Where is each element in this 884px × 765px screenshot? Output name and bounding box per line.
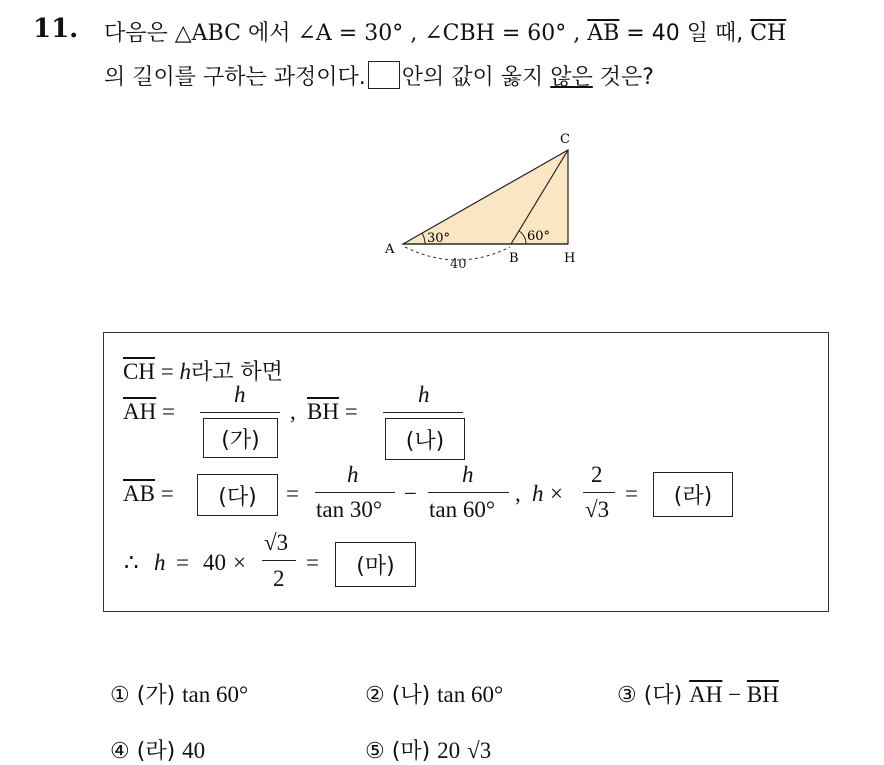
question-line-1 bbox=[104, 16, 786, 47]
option-tag: (라) bbox=[136, 739, 176, 764]
option-5[interactable] bbox=[365, 734, 491, 765]
triangle-figure bbox=[370, 125, 600, 275]
denominator-tan60: tan 60° bbox=[429, 497, 496, 522]
segment-ch: $\overline{CH}$ bbox=[750, 21, 787, 46]
option-tag: (나) bbox=[391, 683, 431, 708]
question-text: 다음은 bbox=[104, 21, 175, 46]
angle-a-condition: ∠A = 30° bbox=[297, 21, 404, 46]
blank-ga: (가) bbox=[203, 418, 278, 458]
ab-label bbox=[123, 481, 174, 507]
fraction-line bbox=[262, 560, 296, 561]
option-value: tan 60° bbox=[182, 682, 249, 707]
numerator-h: h bbox=[347, 462, 359, 487]
equals: = bbox=[176, 550, 189, 575]
blank-box-icon bbox=[368, 61, 400, 89]
equals: = bbox=[344, 399, 358, 424]
blank-ra: (라) bbox=[653, 472, 733, 517]
equals: = bbox=[625, 481, 638, 506]
segment-ah: $\overline{AH}$ bbox=[123, 399, 157, 424]
distance-label: 40 bbox=[450, 257, 467, 272]
fraction-line bbox=[200, 412, 280, 413]
comma: , bbox=[290, 399, 296, 424]
var-h: h bbox=[179, 359, 191, 384]
option-value: 40 bbox=[182, 738, 206, 763]
segment-bh: $\overline{BH}$ bbox=[307, 399, 339, 424]
question-line-2 bbox=[104, 60, 654, 91]
numerator-h: h bbox=[234, 382, 246, 407]
vertex-b-label: B bbox=[509, 251, 519, 266]
vertex-h-label: H bbox=[564, 251, 576, 266]
value-40: 40 bbox=[203, 550, 226, 575]
question-text: 안의 값이 옳지 bbox=[401, 65, 551, 90]
blank-ma: (마) bbox=[335, 542, 416, 587]
numerator-h: h bbox=[418, 382, 430, 407]
segment-bh: $\overline{BH}$ bbox=[746, 682, 779, 707]
equals: = bbox=[160, 481, 174, 506]
ab-condition: = 40 일 때, bbox=[619, 21, 751, 46]
option-number: ③ bbox=[617, 683, 637, 708]
question-text: 의 길이를 구하는 과정이다. bbox=[104, 65, 366, 90]
denominator-2: 2 bbox=[273, 566, 285, 591]
blank-da: (다) bbox=[197, 474, 278, 516]
numerator-sqrt3: √3 bbox=[264, 530, 289, 555]
segment-ab: $\overline{AB}$ bbox=[587, 21, 620, 46]
segment-ch: $\overline{CH}$ bbox=[123, 359, 155, 384]
times: × bbox=[550, 481, 563, 506]
vertex-c-label: C bbox=[560, 132, 570, 147]
segment-ab: $\overline{AB}$ bbox=[123, 481, 155, 506]
equals: = bbox=[154, 359, 180, 384]
box-line-1 bbox=[123, 355, 283, 386]
numerator-2: 2 bbox=[591, 462, 603, 487]
var-h: h bbox=[154, 550, 166, 575]
option-root: √3 bbox=[467, 738, 492, 763]
triangle-label: △ABC bbox=[174, 21, 241, 46]
option-1[interactable] bbox=[110, 678, 248, 709]
option-number: ⑤ bbox=[365, 739, 385, 764]
option-number: ① bbox=[110, 683, 130, 708]
option-tag: (마) bbox=[391, 739, 431, 764]
therefore-sign: ∴ bbox=[124, 550, 139, 575]
denominator-sqrt3: √3 bbox=[585, 497, 610, 522]
ah-label bbox=[123, 399, 175, 425]
option-value: 20 bbox=[437, 738, 461, 763]
angle-60-label: 60° bbox=[527, 229, 551, 244]
separator: , bbox=[403, 21, 425, 46]
times: × bbox=[233, 550, 246, 575]
minus: − bbox=[722, 682, 747, 707]
vertex-a-label: A bbox=[385, 242, 395, 257]
equals: = bbox=[306, 550, 319, 575]
option-2[interactable] bbox=[365, 678, 503, 709]
question-number: 11. bbox=[33, 14, 79, 44]
option-value: tan 60° bbox=[437, 682, 504, 707]
box-text: 라고 하면 bbox=[190, 360, 283, 385]
angle-30-label: 30° bbox=[427, 231, 451, 246]
segment-ah: $\overline{AH}$ bbox=[689, 682, 723, 707]
fraction-line bbox=[315, 492, 395, 493]
fraction-line bbox=[428, 492, 509, 493]
numerator-h: h bbox=[462, 462, 474, 487]
question-text: 것은? bbox=[592, 65, 654, 90]
separator: , bbox=[566, 21, 588, 46]
fraction-line bbox=[383, 412, 463, 413]
bh-label bbox=[307, 399, 358, 425]
question-text: 에서 bbox=[240, 21, 298, 46]
underlined-word: 않은 bbox=[550, 65, 593, 90]
fraction-line bbox=[583, 492, 615, 493]
denominator-tan30: tan 30° bbox=[316, 497, 383, 522]
equals: = bbox=[286, 481, 299, 506]
equals: = bbox=[161, 399, 175, 424]
option-3[interactable] bbox=[617, 678, 779, 709]
option-4[interactable] bbox=[110, 734, 205, 765]
option-tag: (다) bbox=[643, 683, 683, 708]
blank-na: (나) bbox=[385, 418, 465, 460]
var-h: h bbox=[532, 481, 544, 506]
option-number: ② bbox=[365, 683, 385, 708]
comma: , bbox=[515, 481, 521, 506]
minus: − bbox=[404, 481, 417, 506]
option-number: ④ bbox=[110, 739, 130, 764]
option-tag: (가) bbox=[136, 683, 176, 708]
angle-cbh-condition: ∠CBH = 60° bbox=[424, 21, 567, 46]
